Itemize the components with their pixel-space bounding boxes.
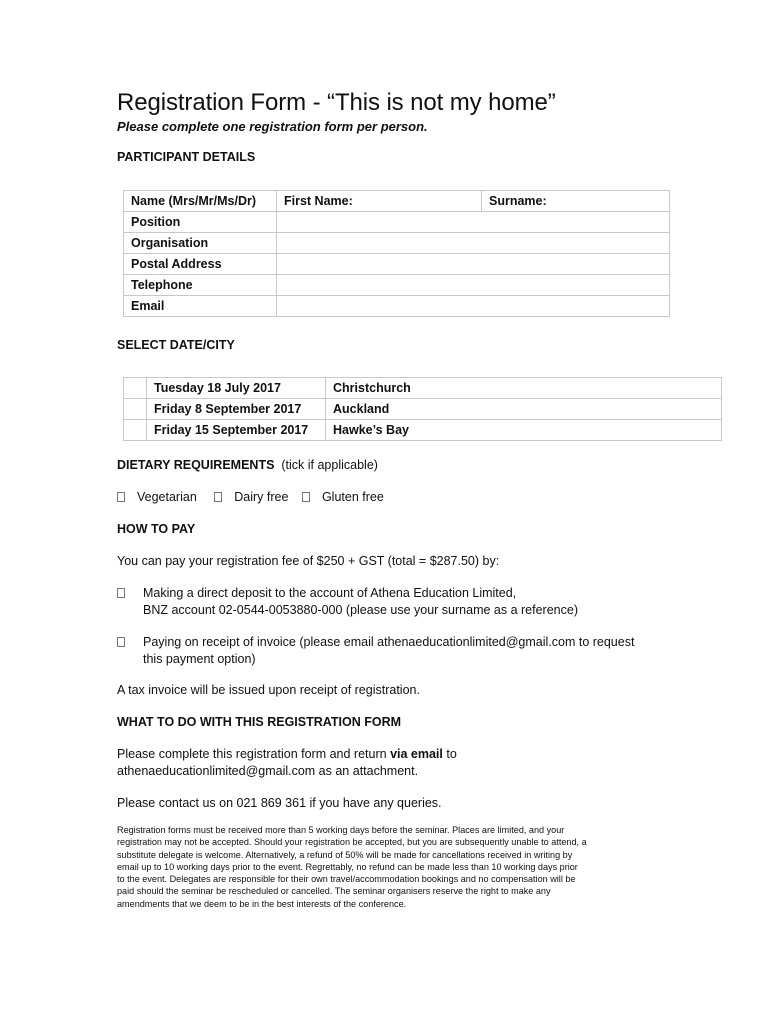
telephone-field[interactable] xyxy=(277,275,670,296)
form-subtitle: Please complete one registration form per person. xyxy=(117,119,428,134)
terms-line: email up to 10 working days prior to the event. Regrettably, no refund can be made less than 10 working days prior xyxy=(117,861,578,872)
dietary-heading-line xyxy=(117,457,378,474)
direct-deposit-line1: Making a direct deposit to the account of Athena Education Limited, xyxy=(143,586,517,600)
participant-heading: PARTICIPANT DETAILS xyxy=(117,150,256,164)
dietary-note: (tick if applicable) xyxy=(281,458,378,472)
name-label: Name (Mrs/Mr/Ms/Dr) xyxy=(124,191,277,212)
table-row xyxy=(124,233,670,254)
return-line1-pre: Please complete this registration form and return xyxy=(117,747,387,761)
dietary-heading: DIETARY REQUIREMENTS xyxy=(117,458,275,472)
table-row xyxy=(124,254,670,275)
return-line1-bold: via email xyxy=(390,747,443,761)
terms-line: to the event. Delegates are responsible for their own travel/accommodation bookings and no compensation will be xyxy=(117,874,576,885)
email-label: Email xyxy=(124,296,277,317)
invoice-line1: Paying on receipt of invoice (please email athenaeducationlimited@gmail.com to request xyxy=(143,635,635,649)
invoice-line2: this payment option) xyxy=(143,652,256,666)
city-cell: Hawke’s Bay xyxy=(326,420,722,441)
table-row xyxy=(124,275,670,296)
date-city-heading: SELECT DATE/CITY xyxy=(117,338,235,352)
vegetarian-checkbox[interactable] xyxy=(117,492,125,502)
position-label: Position xyxy=(124,212,277,233)
tax-note: A tax invoice will be issued upon receipt of registration. xyxy=(117,683,420,697)
table-row xyxy=(124,420,722,441)
table-row xyxy=(124,212,670,233)
gluten-free-label: Gluten free xyxy=(321,490,384,504)
dietary-options xyxy=(117,489,384,506)
terms-line: substitute delegate is welcome. Alternatively, a refund of 50% will be made for cancellations received in writing by xyxy=(117,849,573,860)
what-to-do-heading: WHAT TO DO WITH THIS REGISTRATION FORM xyxy=(117,715,402,729)
participant-table xyxy=(123,190,670,317)
direct-deposit-checkbox[interactable] xyxy=(117,588,125,598)
organisation-field[interactable] xyxy=(277,233,670,254)
table-row xyxy=(124,399,722,420)
postal-address-label: Postal Address xyxy=(124,254,277,275)
email-field[interactable] xyxy=(277,296,670,317)
city-cell: Christchurch xyxy=(326,378,722,399)
date-city-table xyxy=(123,377,722,441)
direct-deposit-line2: BNZ account 02-0544-0053880-000 (please use your surname as a reference) xyxy=(143,603,578,617)
terms-fine-print xyxy=(117,824,677,910)
form-title: Registration Form - “This is not my home” xyxy=(117,89,556,116)
vegetarian-label: Vegetarian xyxy=(137,490,197,504)
organisation-label: Organisation xyxy=(124,233,277,254)
table-row xyxy=(124,191,670,212)
direct-deposit-option xyxy=(143,585,578,619)
date-checkbox[interactable] xyxy=(124,420,147,441)
terms-line: paid should the seminar be rescheduled or cancelled. The seminar organisers reserve the right to make any xyxy=(117,886,551,897)
date-cell: Friday 15 September 2017 xyxy=(147,420,326,441)
terms-line: registration may not be accepted. Should your registration be accepted, but you are subsequently unable to attend, a xyxy=(117,837,587,848)
gluten-free-checkbox[interactable] xyxy=(302,492,310,502)
date-checkbox[interactable] xyxy=(124,378,147,399)
invoice-checkbox[interactable] xyxy=(117,637,125,647)
date-checkbox[interactable] xyxy=(124,399,147,420)
dairy-free-label: Dairy free xyxy=(234,490,289,504)
city-cell: Auckland xyxy=(326,399,722,420)
terms-line: Registration forms must be received more than 5 working days before the seminar. Places are limited, and your xyxy=(117,825,565,835)
table-row xyxy=(124,378,722,399)
return-line1 xyxy=(117,746,457,763)
dairy-free-checkbox[interactable] xyxy=(214,492,222,502)
return-instructions xyxy=(117,746,457,780)
telephone-label: Telephone xyxy=(124,275,277,296)
surname-field[interactable]: Surname: xyxy=(482,191,670,212)
date-cell: Tuesday 18 July 2017 xyxy=(147,378,326,399)
pay-intro: You can pay your registration fee of $250 + GST (total = $287.50) by: xyxy=(117,554,500,568)
position-field[interactable] xyxy=(277,212,670,233)
date-cell: Friday 8 September 2017 xyxy=(147,399,326,420)
contact-line: Please contact us on 021 869 361 if you have any queries. xyxy=(117,796,442,810)
return-line1-post: to xyxy=(446,747,457,761)
postal-address-field[interactable] xyxy=(277,254,670,275)
table-row xyxy=(124,296,670,317)
terms-line: amendments that we deem to be in the best interests of the conference. xyxy=(117,898,407,909)
how-to-pay-heading: HOW TO PAY xyxy=(117,522,196,536)
invoice-option xyxy=(143,634,634,668)
return-line2: athenaeducationlimited@gmail.com as an attachment. xyxy=(117,764,419,778)
first-name-field[interactable]: First Name: xyxy=(277,191,482,212)
